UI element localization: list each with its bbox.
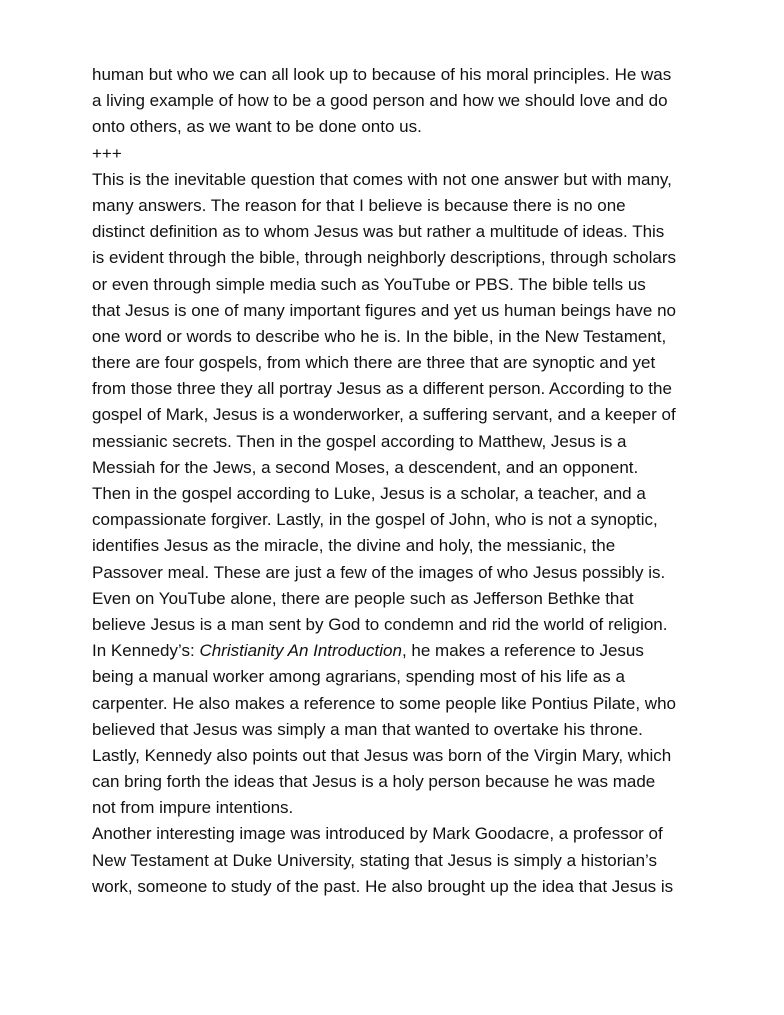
text-line: human but who we can all look up to because of his moral principles. He was xyxy=(92,65,672,84)
kennedy-suffix: , he makes a reference to Jesus xyxy=(401,641,644,661)
text-line: one word or words to describe who he is. In the bible, in the New Testament, xyxy=(92,326,667,346)
text-line: This is the inevitable question that comes with not one answer but with many, xyxy=(92,169,672,189)
text-line: there are four gospels, from which there are three that are synoptic and yet xyxy=(92,353,656,373)
book-title: Christianity An Introduction xyxy=(199,641,402,661)
text-line: Another interesting image was introduced by Mark Goodacre, a professor of xyxy=(92,824,663,844)
text-line: many answers. The reason for that I believe is because there is no one xyxy=(92,195,626,215)
text-line: messianic secrets. Then in the gospel according to Matthew, Jesus is a xyxy=(92,431,627,451)
text-line: is evident through the bible, through neighborly descriptions, through scholars xyxy=(92,248,677,268)
document-body xyxy=(92,62,702,900)
text-line: distinct definition as to whom Jesus was but rather a multitude of ideas. This xyxy=(92,222,665,242)
kennedy-prefix: In Kennedy’s: xyxy=(92,641,200,661)
text-line: work, someone to study of the past. He also brought up the idea that Jesus is xyxy=(92,876,674,896)
text-line: compassionate forgiver. Lastly, in the gospel of John, who is not a synoptic, xyxy=(92,510,658,530)
text-line: or even through simple media such as YouTube or PBS. The bible tells us xyxy=(92,274,646,294)
kennedy-reference-line xyxy=(92,638,702,664)
text-line: onto others, as we want to be done onto us. xyxy=(92,117,422,137)
section-separator: +++ xyxy=(92,143,122,163)
text-line: believe Jesus is a man sent by God to condemn and rid the world of religion. xyxy=(92,614,668,634)
text-line: Lastly, Kennedy also points out that Jesus was born of the Virgin Mary, which xyxy=(92,745,672,765)
text-line: believed that Jesus was simply a man that wanted to overtake his throne. xyxy=(92,719,643,739)
text-line: not from impure intentions. xyxy=(92,798,294,818)
text-line: Messiah for the Jews, a second Moses, a descendent, and an opponent. xyxy=(92,457,639,477)
text-line: Passover meal. These are just a few of the images of who Jesus possibly is. xyxy=(92,562,666,582)
text-line: a living example of how to be a good person and how we should love and do xyxy=(92,91,668,111)
text-line: carpenter. He also makes a reference to some people like Pontius Pilate, who xyxy=(92,693,676,713)
text-line: Then in the gospel according to Luke, Jesus is a scholar, a teacher, and a xyxy=(92,484,646,503)
text-line: that Jesus is one of many important figures and yet us human beings have no xyxy=(92,300,677,320)
text-line: New Testament at Duke University, stating that Jesus is simply a historian’s xyxy=(92,850,658,870)
text-line: being a manual worker among agrarians, spending most of his life as a xyxy=(92,667,625,687)
text-line: Even on YouTube alone, there are people such as Jefferson Bethke that xyxy=(92,588,634,608)
text-line: gospel of Mark, Jesus is a wonderworker, a suffering servant, and a keeper of xyxy=(92,405,676,425)
text-line: from those three they all portray Jesus as a different person. According to the xyxy=(92,379,672,399)
text-line: can bring forth the ideas that Jesus is a holy person because he was made xyxy=(92,772,656,792)
text-line: identifies Jesus as the miracle, the divine and holy, the messianic, the xyxy=(92,536,616,556)
